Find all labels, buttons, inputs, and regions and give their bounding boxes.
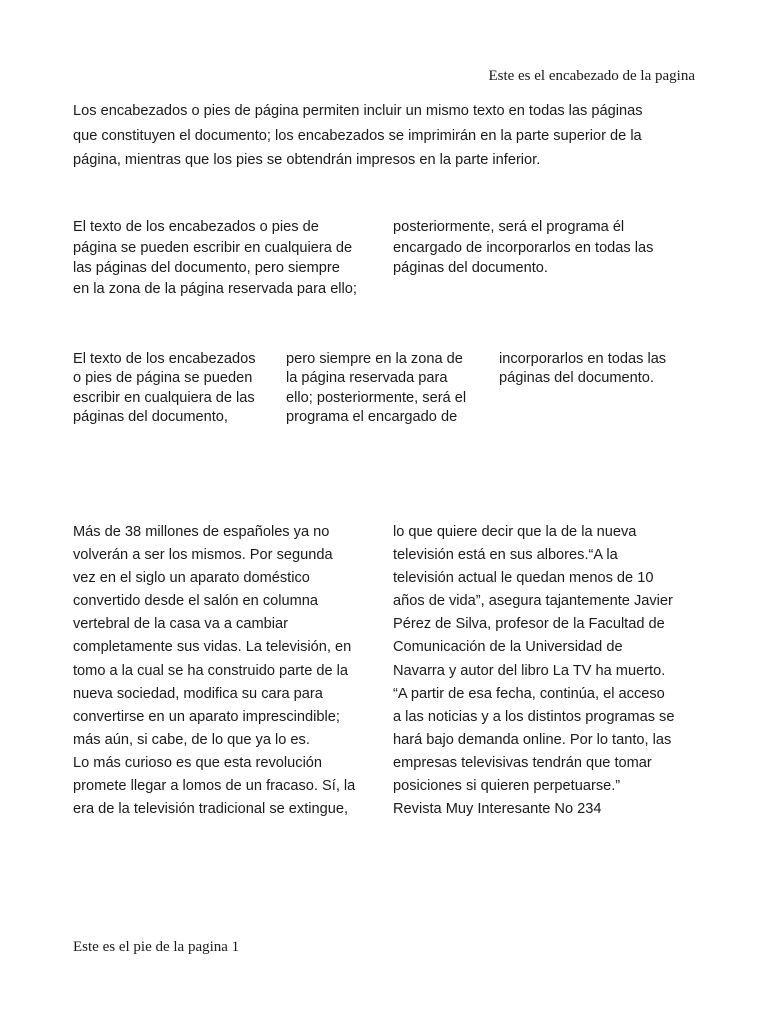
page-footer: Este es el pie de la pagina 1 bbox=[73, 939, 240, 955]
text-line: en la zona de la página reservada para ello; bbox=[73, 280, 357, 297]
text-line: “A partir de esa fecha, continúa, el acceso bbox=[393, 685, 665, 702]
text-line: Pérez de Silva, profesor de la Facultad de bbox=[393, 616, 665, 633]
text-line: más aún, si cabe, de lo que ya lo es. bbox=[73, 731, 310, 748]
page-header: Este es el encabezado de la pagina bbox=[488, 68, 695, 84]
text-line: páginas del documento, bbox=[73, 408, 228, 425]
text-line: Más de 38 millones de españoles ya no bbox=[73, 524, 330, 540]
text-line: años de vida”, asegura tajantemente Javier bbox=[393, 593, 673, 610]
text-line: convertirse en un aparato imprescindible; bbox=[73, 708, 340, 725]
three-column-left bbox=[73, 350, 256, 427]
text-line: lo que quiere decir que la de la nueva bbox=[393, 524, 637, 540]
text-line: la página reservada para bbox=[286, 370, 448, 387]
two-column-right bbox=[393, 217, 653, 279]
text-line: era de la televisión tradicional se extingue, bbox=[73, 801, 349, 818]
text-line: páginas del documento. bbox=[499, 370, 654, 387]
text-line: El texto de los encabezados o pies de bbox=[73, 219, 319, 235]
three-column-middle bbox=[286, 350, 466, 427]
text-line: páginas del documento. bbox=[393, 260, 548, 276]
article-column-left bbox=[73, 521, 355, 821]
text-line: hará bajo demanda online. Por lo tanto, las bbox=[393, 731, 672, 748]
text-line: encargado de incorporarlos en todas las bbox=[393, 239, 654, 256]
intro-paragraph bbox=[73, 99, 713, 173]
text-line: televisión está en sus albores.“A la bbox=[393, 547, 618, 564]
text-line: a las noticias y a los distintos programas se bbox=[393, 708, 675, 725]
text-line: vertebral de la casa va a cambiar bbox=[73, 616, 288, 633]
text-line: Revista Muy Interesante No 234 bbox=[393, 801, 602, 818]
text-line: programa el encargado de bbox=[286, 408, 458, 425]
text-line: completamente sus vidas. La televisión, en bbox=[73, 639, 352, 656]
text-line: página se pueden escribir en cualquiera de bbox=[73, 239, 353, 256]
text-line: posteriormente, será el programa él bbox=[393, 219, 625, 235]
text-line: televisión actual le quedan menos de 10 bbox=[393, 570, 654, 587]
intro-line: que constituyen el documento; los encabezados se imprimirán en la parte superior de la bbox=[73, 127, 642, 144]
text-line: las páginas del documento, pero siempre bbox=[73, 260, 340, 276]
intro-line: página, mientras que los pies se obtendrán impresos en la parte inferior. bbox=[73, 152, 541, 168]
text-line: promete llegar a lomos de un fracaso. Sí, la bbox=[73, 778, 356, 795]
two-column-left bbox=[73, 217, 357, 299]
text-line: escribir en cualquiera de las bbox=[73, 389, 255, 406]
text-line: incorporarlos en todas las bbox=[499, 351, 667, 367]
text-line: tomo a la cual se ha construido parte de la bbox=[73, 662, 349, 679]
text-line: nueva sociedad, modifica su cara para bbox=[73, 685, 323, 702]
text-line: El texto de los encabezados bbox=[73, 351, 256, 367]
text-line: Navarra y autor del libro La TV ha muerto. bbox=[393, 662, 666, 679]
text-line: posiciones si quieren perpetuarse.” bbox=[393, 778, 621, 795]
text-line: Lo más curioso es que esta revolución bbox=[73, 754, 323, 771]
three-column-right bbox=[499, 350, 666, 389]
text-line: ello; posteriormente, será el bbox=[286, 389, 467, 406]
text-line: volverán a ser los mismos. Por segunda bbox=[73, 547, 333, 564]
text-line: Comunicación de la Universidad de bbox=[393, 639, 623, 656]
text-line: convertido desde el salón en columna bbox=[73, 593, 319, 610]
intro-line: Los encabezados o pies de página permiten incluir un mismo texto en todas las páginas bbox=[73, 103, 643, 119]
article-column-right bbox=[393, 521, 674, 821]
text-line: o pies de página se pueden bbox=[73, 370, 253, 387]
text-line: pero siempre en la zona de bbox=[286, 351, 463, 367]
text-line: empresas televisivas tendrán que tomar bbox=[393, 754, 652, 771]
text-line: vez en el siglo un aparato doméstico bbox=[73, 570, 310, 587]
